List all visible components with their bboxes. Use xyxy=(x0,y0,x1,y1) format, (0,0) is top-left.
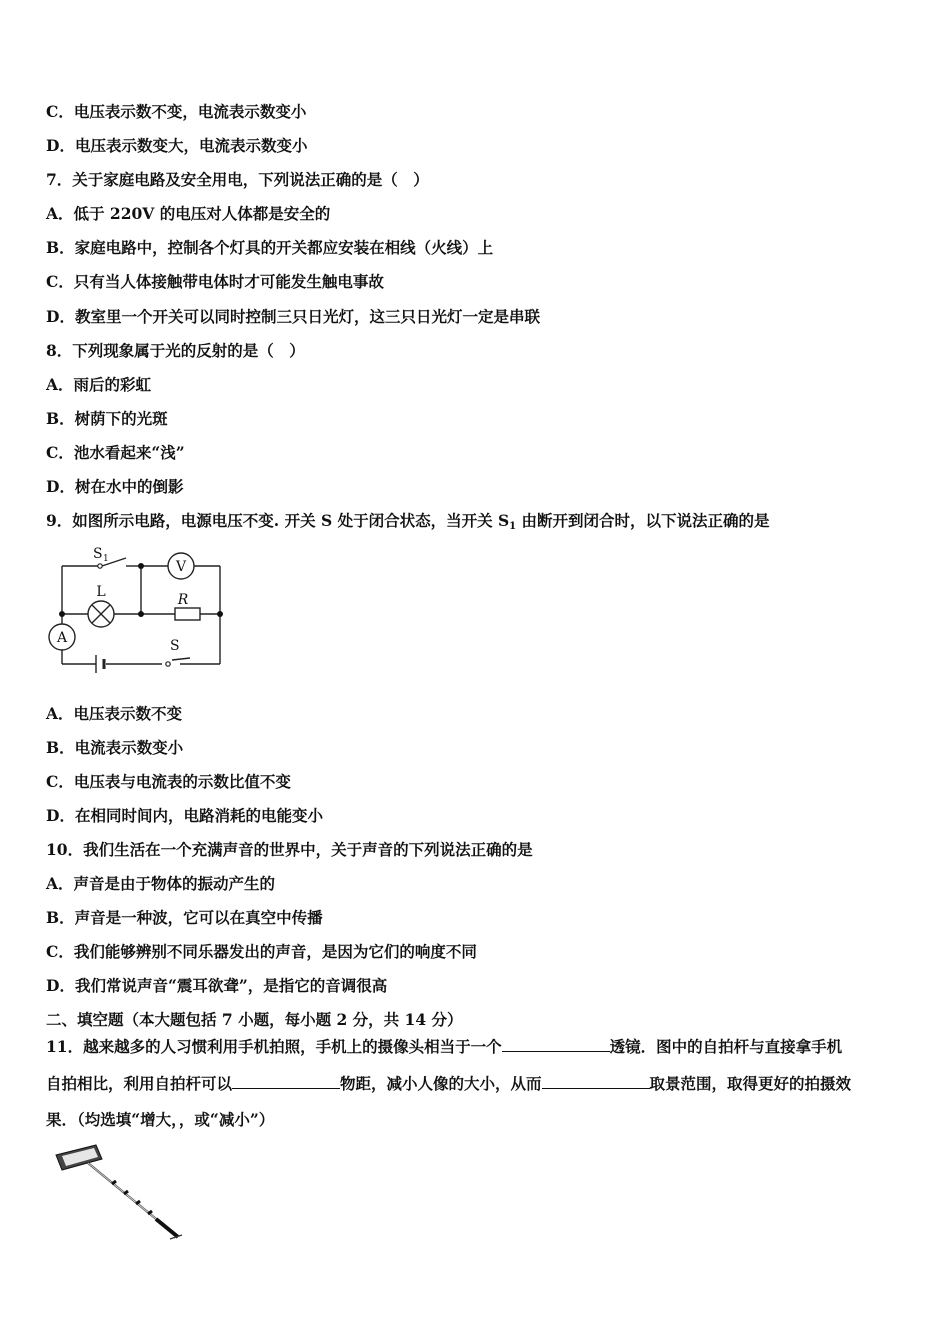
junction-dot xyxy=(138,611,144,617)
q11-line3: 果．（均选填“增大，，或“减小”） xyxy=(46,1110,275,1129)
q9-stem-subscript: 1 xyxy=(509,521,517,532)
q11-line1-text-b: 透镜．图中的自拍杆与直接拿手机 xyxy=(609,1037,843,1056)
q10-option-d: D．我们常说声音“震耳欲聋”，是指它的音调很高 xyxy=(46,976,388,995)
ammeter-label: A xyxy=(56,630,68,646)
switch-s1-label: S xyxy=(93,546,103,562)
q10-stem: 10．我们生活在一个充满声音的世界中，关于声音的下列说法正确的是 xyxy=(46,840,533,859)
q9-stem-part2: 由断开到闭合时，以下说法正确的是 xyxy=(516,511,770,530)
phone-icon xyxy=(56,1145,102,1170)
q9-stem xyxy=(46,510,770,538)
q9-option-a: A．电压表示数不变 xyxy=(46,704,183,723)
q7-option-d: D．教室里一个开关可以同时控制三只日光灯，这三只日光灯一定是串联 xyxy=(46,307,540,326)
switch-s-contact xyxy=(166,662,170,666)
switch-s1-subscript: 1 xyxy=(103,554,109,564)
q7-option-c: C．只有当人体接触带电体时才可能发生触电事故 xyxy=(46,272,384,291)
section-heading: 二、填空题（本大题包括 7 小题，每小题 2 分，共 14 分） xyxy=(46,1010,463,1029)
resistor-symbol xyxy=(175,608,200,620)
q7-stem: 7．关于家庭电路及安全用电，下列说法正确的是（ ） xyxy=(46,170,429,189)
junction-dot xyxy=(138,563,144,569)
q10-option-c: C．我们能够辨别不同乐器发出的声音，是因为它们的响度不同 xyxy=(46,942,477,961)
q7-option-b: B．家庭电路中，控制各个灯具的开关都应安装在相线（火线）上 xyxy=(46,238,494,257)
q9-stem-part1: 9．如图所示电路，电源电压不变. 开关 S 处于闭合状态，当开关 S xyxy=(46,511,510,530)
q8-option-c: C．池水看起来“浅” xyxy=(46,443,185,462)
q8-option-d: D．树在水中的倒影 xyxy=(46,477,184,496)
q7-option-a: A．低于 220V 的电压对人体都是安全的 xyxy=(46,204,331,223)
q10-option-b: B．声音是一种波，它可以在真空中传播 xyxy=(46,908,323,927)
q11-line2-text-b: 物距，减小人像的大小，从而 xyxy=(340,1074,542,1093)
switch-s-label: S xyxy=(170,638,180,654)
resistor-label: R xyxy=(177,592,189,608)
q10-option-a: A．声音是由于物体的振动产生的 xyxy=(46,874,276,893)
q9-option-c: C．电压表与电流表的示数比值不变 xyxy=(46,772,291,791)
q11-blank-2[interactable] xyxy=(232,1072,340,1089)
q6-option-d: D．电压表示数变大，电流表示数变小 xyxy=(46,136,308,155)
q8-stem: 8．下列现象属于光的反射的是（ ） xyxy=(46,341,305,360)
q11-blank-1[interactable] xyxy=(502,1035,610,1052)
voltmeter-label: V xyxy=(175,559,187,575)
q11-line1-text-a: 11．越来越多的人习惯利用手机拍照，手机上的摄像头相当于一个 xyxy=(46,1037,502,1056)
q11-line2 xyxy=(46,1072,851,1095)
q8-option-b: B．树荫下的光斑 xyxy=(46,409,168,428)
selfie-stick-image xyxy=(50,1143,190,1243)
stick-handle xyxy=(156,1219,178,1237)
junction-dot xyxy=(59,611,65,617)
junction-dot xyxy=(217,611,223,617)
q11-line2-text-a: 自拍相比，利用自拍杆可以 xyxy=(46,1074,233,1093)
circuit-diagram xyxy=(40,542,240,677)
q9-option-b: B．电流表示数变小 xyxy=(46,738,184,757)
q11-blank-3[interactable] xyxy=(542,1072,650,1089)
q9-option-d: D．在相同时间内，电路消耗的电能变小 xyxy=(46,806,323,825)
lamp-label: L xyxy=(96,584,106,600)
q11-line2-text-c: 取景范围，取得更好的拍摄效 xyxy=(649,1074,852,1093)
switch-s-blade xyxy=(172,658,190,660)
q8-option-a: A．雨后的彩虹 xyxy=(46,375,152,394)
q11-line1 xyxy=(46,1035,842,1058)
switch-s1-contact xyxy=(98,564,102,568)
q6-option-c: C．电压表示数不变，电流表示数变小 xyxy=(46,102,307,121)
